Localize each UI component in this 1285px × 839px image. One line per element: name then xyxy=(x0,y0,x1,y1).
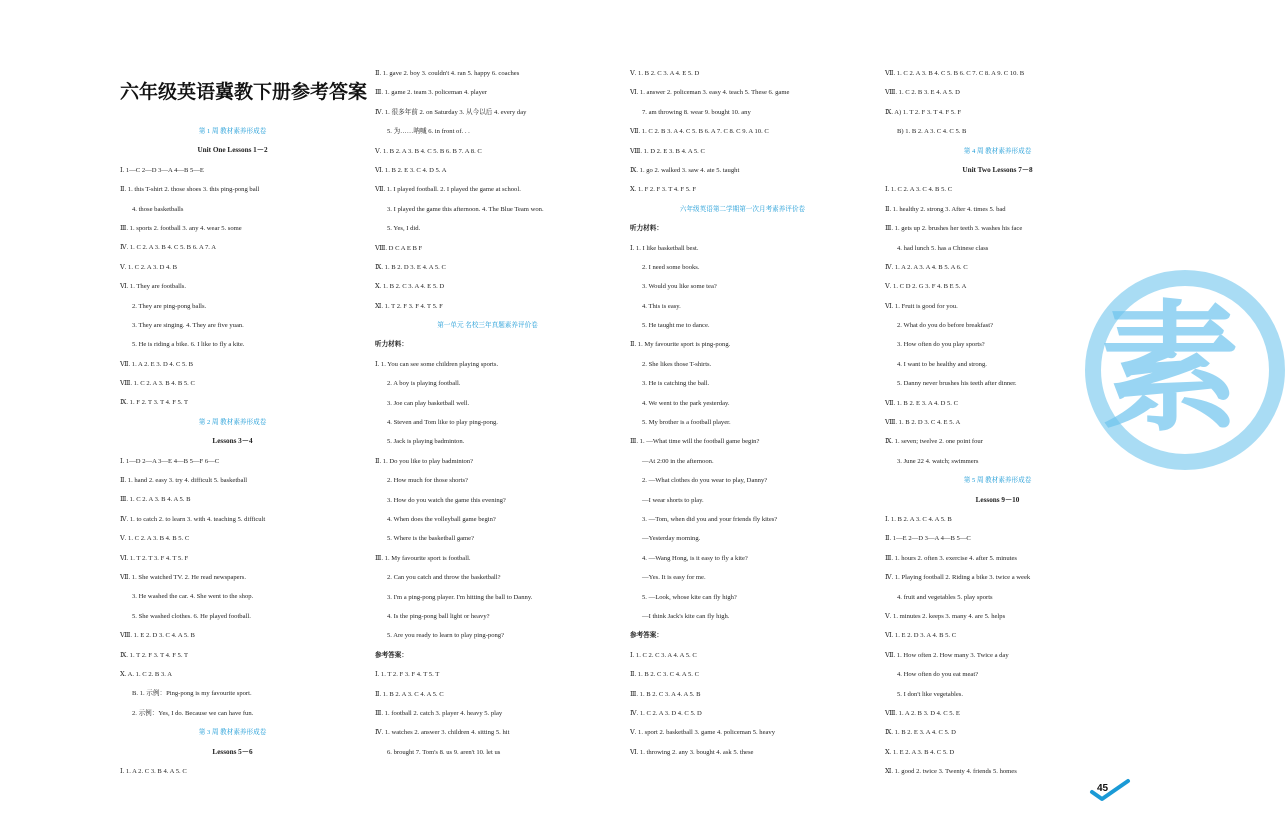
answer-line: 2. They are ping-pong balls. xyxy=(132,302,207,310)
section-heading: 第 4 周 教材素养形成卷 xyxy=(963,147,1032,155)
answer-line: Ⅶ. 1. I played football. 2. I played the game at school. xyxy=(375,186,521,194)
answer-line: Ⅷ. 1. D 2. E 3. B 4. A 5. C xyxy=(630,147,705,155)
answer-line: Ⅲ. 1. My favourite sport is football. xyxy=(375,554,471,562)
answer-line: Ⅵ. 1. Fruit is good for you. xyxy=(885,302,958,310)
answer-column-3 xyxy=(630,64,855,762)
answer-line: Ⅱ. 1. B 2. A 3. C 4. A 5. C xyxy=(375,690,444,698)
answer-line: Ⅷ. D C A E B F xyxy=(375,244,423,252)
answer-line: Ⅱ. 1. this T-shirt 2. those shoes 3. this ping-pong ball xyxy=(120,186,260,194)
answer-line: 4. This is easy. xyxy=(642,302,681,310)
answer-line: Ⅲ. 1. sports 2. football 3. any 4. wear 5. some xyxy=(120,224,242,232)
answer-line: Ⅰ. 1. C 2. C 3. A 4. A 5. C xyxy=(630,651,697,659)
answer-line: 3. Joe can play basketball well. xyxy=(387,399,470,407)
answer-line: 4. We went to the park yesterday. xyxy=(642,399,730,407)
answer-line: Ⅸ. 1. T 2. F 3. T 4. F 5. T xyxy=(120,651,189,659)
answer-line: Ⅹ. 1. B 2. C 3. A 4. E 5. D xyxy=(375,283,445,291)
answer-line: Ⅰ. 1. B 2. A 3. C 4. A 5. B xyxy=(885,515,952,523)
answer-line: Ⅱ. 1—E 2—D 3—A 4—B 5—C xyxy=(885,535,971,543)
answer-line: 2. 示例：Yes, I do. Because we can have fun. xyxy=(132,709,254,717)
answer-line: Ⅱ. 1. gave 2. boy 3. couldn't 4. ran 5. happy 6. coaches xyxy=(375,70,520,77)
answer-line: Ⅳ. 1. 很多年前 2. on Saturday 3. 从今以后 4. every day xyxy=(375,108,527,116)
answer-line: Ⅳ. 1. Playing football 2. Riding a bike 3. twice a week xyxy=(885,574,1031,582)
answer-line: 4. Is the ping-pong ball light or heavy? xyxy=(387,612,490,620)
answer-line: Ⅴ. 1. B 2. A 3. B 4. C 5. B 6. B 7. A 8. C xyxy=(375,147,482,155)
answer-line: 5. Jack is playing badminton. xyxy=(387,438,465,446)
answer-line: Ⅲ. 1. hours 2. often 3. exercise 4. after 5. minutes xyxy=(885,554,1017,562)
answer-line: Ⅱ. 1. Do you like to play badminton? xyxy=(375,457,474,465)
answer-line: 2. A boy is playing football. xyxy=(387,380,461,388)
answer-line: Ⅶ. 1. B 2. E 3. A 4. D 5. C xyxy=(885,399,958,407)
answer-line: 3. He washed the car. 4. She went to the shop. xyxy=(132,593,254,601)
answer-line: Ⅵ. 1. They are footballs. xyxy=(120,283,187,291)
answer-line: Ⅳ. 1. C 2. A 3. B 4. C 5. B 6. A 7. A xyxy=(120,244,216,252)
answer-line: 4. —Wang Hong, is it easy to fly a kite? xyxy=(642,554,748,562)
lesson-heading: Unit Two Lessons 7－8 xyxy=(962,165,1033,174)
answer-line: 2. I need some books. xyxy=(642,263,700,271)
answer-line: Ⅷ. 1. C 2. B 3. E 4. A 5. D xyxy=(885,89,960,97)
answer-line: —I think Jack's kite can fly high. xyxy=(642,612,730,620)
answer-line: 5. My brother is a football player. xyxy=(642,419,731,427)
answer-line: Ⅳ. 1. watches 2. answer 3. children 4. sitting 5. hit xyxy=(375,729,510,737)
answer-line: Ⅳ. 1. to catch 2. to learn 3. with 4. teaching 5. difficult xyxy=(120,515,266,523)
answer-line: 4. fruit and vegetables 5. play sports xyxy=(897,593,993,601)
answer-line: 5. He taught me to dance. xyxy=(642,322,710,330)
answer-line: Ⅰ. 1. T 2. F 3. F 4. T 5. T xyxy=(375,671,440,679)
answer-line: 3. He is catching the ball. xyxy=(642,380,710,388)
answer-line: Ⅷ. 1. A 2. B 3. D 4. C 5. E xyxy=(885,709,960,717)
answer-column-2 xyxy=(375,64,600,762)
answer-line: 5. —Look, whose kite can fly high? xyxy=(642,593,737,601)
answer-line: 5. Where is the basketball game? xyxy=(387,535,475,543)
answer-line: 5. 为……呐喊 6. in front of. . . xyxy=(387,128,470,136)
answer-line: Ⅴ. 1. C 2. A 3. D 4. B xyxy=(120,263,177,271)
answer-line: 4. those basketballs xyxy=(132,205,184,213)
answer-line: 3. I'm a ping-pong player. I'm hitting the ball to Danny. xyxy=(387,593,533,601)
answer-line: Ⅶ. 1. C 2. B 3. A 4. C 5. B 6. A 7. C 8. C 9. A 10. C xyxy=(630,128,769,136)
section-heading: 第 2 周 教材素养形成卷 xyxy=(198,418,267,426)
lesson-heading: Unit One Lessons 1－2 xyxy=(197,146,268,155)
answer-line: Ⅳ. 1. C 2. A 3. D 4. C 5. D xyxy=(630,709,702,717)
answer-line: Ⅲ. 1. —What time will the football game begin? xyxy=(630,438,760,446)
subheading: 参考答案： xyxy=(375,651,408,659)
lesson-heading: Lessons 3－4 xyxy=(212,437,253,446)
answer-line: 5. She washed clothes. 6. He played football. xyxy=(132,612,251,620)
answer-line: 7. am throwing 8. wear 9. bought 10. any xyxy=(642,108,751,116)
answer-line: Ⅰ. 1. A 2. C 3. B 4. A 5. C xyxy=(120,767,187,775)
answer-line: Ⅷ. 1. C 2. A 3. B 4. B 5. C xyxy=(120,380,195,388)
answer-line: —Yesterday morning. xyxy=(642,535,701,543)
answer-line: Ⅶ. 1. A 2. E 3. D 4. C 5. B xyxy=(120,360,193,368)
answer-line: Ⅲ. 1. game 2. team 3. policeman 4. player xyxy=(375,89,488,97)
answer-line: 2. —What clothes do you wear to play, Danny? xyxy=(642,477,768,485)
answer-line: Ⅰ. 1. You can see some children playing sports. xyxy=(375,360,499,368)
answer-line: —I wear shorts to play. xyxy=(642,496,704,504)
answer-line: Ⅺ. 1. good 2. twice 3. Twenty 4. friends 5. homes xyxy=(885,768,1017,776)
answer-line: Ⅴ. 1. sport 2. basketball 3. game 4. policeman 5. heavy xyxy=(630,729,776,737)
answer-line: Ⅹ. 1. E 2. A 3. B 4. C 5. D xyxy=(885,748,955,756)
page-number: 45 xyxy=(1097,783,1109,794)
lesson-heading: Lessons 5－6 xyxy=(212,747,253,756)
answer-line: 2. What do you do before breakfast? xyxy=(897,322,994,330)
answer-line: 3. Would you like some tea? xyxy=(642,283,717,291)
answer-line: 3. They are singing. 4. They are five yuan. xyxy=(132,321,244,329)
answer-line: 5. Are you ready to learn to play ping-pong? xyxy=(387,632,505,640)
section-heading: 第 5 周 教材素养形成卷 xyxy=(963,477,1032,485)
answer-line: Ⅱ. 1. healthy 2. strong 3. After 4. times 5. bad xyxy=(885,205,1006,213)
stamp-glyph: 素 xyxy=(1100,288,1241,451)
answer-line: Ⅸ. 1. go 2. walked 3. saw 4. ate 5. taught xyxy=(630,166,740,174)
answer-line: 4. How often do you eat meat? xyxy=(897,671,979,679)
answer-line: Ⅶ. 1. How often 2. How many 3. Twice a day xyxy=(885,651,1009,659)
answer-line: 4. I want to be healthy and strong. xyxy=(897,360,987,368)
answer-line: 3. I played the game this afternoon. 4. The Blue Team won. xyxy=(387,205,544,213)
section-heading: 第 1 周 教材素养形成卷 xyxy=(198,128,267,135)
answer-line: Ⅵ. 1. B 2. E 3. C 4. D 5. A xyxy=(375,166,447,174)
answer-line: Ⅲ. 1. C 2. A 3. B 4. A 5. B xyxy=(120,496,191,504)
answer-line: Ⅱ. 1. B 2. C 3. C 4. A 5. C xyxy=(630,671,699,679)
answer-line: 6. brought 7. Tom's 8. us 9. aren't 10. let us xyxy=(387,748,501,756)
answer-line: 5. I don't like vegetables. xyxy=(897,690,964,698)
answer-line: Ⅵ. 1. throwing 2. any 3. bought 4. ask 5. these xyxy=(630,748,754,756)
answer-line: Ⅹ. 1. F 2. F 3. T 4. F 5. F xyxy=(630,186,697,194)
answer-line: B) 1. B 2. A 3. C 4. C 5. B xyxy=(897,128,967,136)
answer-line: Ⅲ. 1. B 2. C 3. A 4. A 5. B xyxy=(630,690,701,698)
answer-line: —At 2:00 in the afternoon. xyxy=(642,457,714,465)
answer-line: Ⅸ. 1. seven; twelve 2. one point four xyxy=(885,438,983,446)
lesson-heading: Lessons 9－10 xyxy=(975,495,1020,504)
answer-line: Ⅱ. 1. hand 2. easy 3. try 4. difficult 5. basketball xyxy=(120,477,248,485)
answer-line: Ⅲ. 1. gets up 2. brushes her teeth 3. washes his face xyxy=(885,225,1023,233)
answer-line: Ⅸ. A) 1. T 2. F 3. T 4. F 5. F xyxy=(885,108,962,116)
answer-line: Ⅵ. 1. E 2. D 3. A 4. B 5. C xyxy=(885,632,957,640)
answer-line: 3. How often do you play sports? xyxy=(897,341,985,349)
section-heading: 六年级英语第二学期第一次月考素养评价卷 xyxy=(679,205,806,213)
answer-line: Ⅲ. 1. football 2. catch 3. player 4. heavy 5. play xyxy=(375,709,503,717)
answer-line: Ⅷ. 1. B 2. D 3. C 4. E 5. A xyxy=(885,419,961,427)
answer-line: Ⅶ. 1. She watched TV. 2. He read newspapers. xyxy=(120,573,247,581)
answer-line: Ⅴ. 1. minutes 2. keeps 3. many 4. are 5. helps xyxy=(885,612,1006,620)
answer-line: Ⅴ. 1. C D 2. G 3. F 4. B E 5. A xyxy=(885,283,967,291)
subheading: 参考答案： xyxy=(630,632,663,640)
answer-line: 4. Steven and Tom like to play ping-pong. xyxy=(387,419,498,427)
answer-line: Ⅳ. 1. A 2. A 3. A 4. B 5. A 6. C xyxy=(885,263,968,271)
answer-line: Ⅸ. 1. F 2. T 3. T 4. F 5. T xyxy=(120,399,189,407)
answer-line: —Yes. It is easy for me. xyxy=(642,574,706,582)
answer-line: 2. How much for those shorts? xyxy=(387,477,468,485)
answer-line: 5. He is riding a bike. 6. I like to fly a kite. xyxy=(132,341,245,349)
answer-line: 3. How do you watch the game this evening? xyxy=(387,496,506,504)
answer-line: Ⅹ. A. 1. C 2. B 3. A xyxy=(120,670,172,678)
answer-line: 5. Danny never brushes his teeth after dinner. xyxy=(897,380,1017,388)
answer-column-4 xyxy=(885,64,1110,781)
answer-line: Ⅺ. 1. T 2. F 3. F 4. T 5. F xyxy=(375,302,443,310)
answer-line: Ⅷ. 1. E 2. D 3. C 4. A 5. B xyxy=(120,632,195,640)
answer-line: Ⅴ. 1. B 2. C 3. A 4. E 5. D xyxy=(630,70,700,77)
section-heading: 第一单元 名校三年真题素养评价卷 xyxy=(437,322,538,330)
subheading: 听力材料： xyxy=(630,225,663,233)
subheading: 听力材料： xyxy=(375,341,408,349)
answer-line: 2. She likes those T-shirts. xyxy=(642,360,712,368)
answer-line: Ⅸ. 1. B 2. E 3. A 4. C 5. D xyxy=(885,729,956,737)
answer-line: 5. Yes, I did. xyxy=(387,225,421,233)
section-heading: 第 3 周 教材素养形成卷 xyxy=(198,729,267,737)
answer-line: B. 1. 示例：Ping-pong is my favourite sport. xyxy=(132,690,252,698)
answer-line: Ⅱ. 1. My favourite sport is ping-pong. xyxy=(630,341,731,349)
answer-line: Ⅸ. 1. B 2. D 3. E 4. A 5. C xyxy=(375,263,446,271)
answer-line: Ⅰ. 1. C 2. A 3. C 4. B 5. C xyxy=(885,186,953,194)
answer-line: Ⅰ. 1—C 2—D 3—A 4—B 5—E xyxy=(120,166,204,174)
answer-line: Ⅰ. 1—D 2—A 3—E 4—B 5—F 6—C xyxy=(120,457,220,465)
answer-line: Ⅵ. 1. answer 2. policeman 3. easy 4. teach 5. These 6. game xyxy=(630,89,790,97)
answer-column-1 xyxy=(120,64,368,781)
page-title: 六年级英语冀教下册参考答案 xyxy=(120,82,368,103)
answer-line: Ⅰ. 1. I like basketball best. xyxy=(630,244,699,252)
answer-line: 3. —Tom, when did you and your friends fly kites? xyxy=(642,515,778,523)
checkmark-icon xyxy=(1090,778,1130,802)
answer-line: 3. June 22 4. watch; swimmers xyxy=(897,457,979,465)
answer-line: Ⅶ. 1. C 2. A 3. B 4. C 5. B 6. C 7. C 8. A 9. C 10. B xyxy=(885,70,1025,77)
answer-line: 4. When does the volleyball game begin? xyxy=(387,515,496,523)
answer-line: Ⅵ. 1. T 2. T 3. F 4. T 5. F xyxy=(120,554,189,562)
answer-line: 4. had lunch 5. has a Chinese class xyxy=(897,244,989,252)
answer-line: Ⅴ. 1. C 2. A 3. B 4. B 5. C xyxy=(120,535,190,543)
answer-line: 2. Can you catch and throw the basketball? xyxy=(387,574,501,582)
